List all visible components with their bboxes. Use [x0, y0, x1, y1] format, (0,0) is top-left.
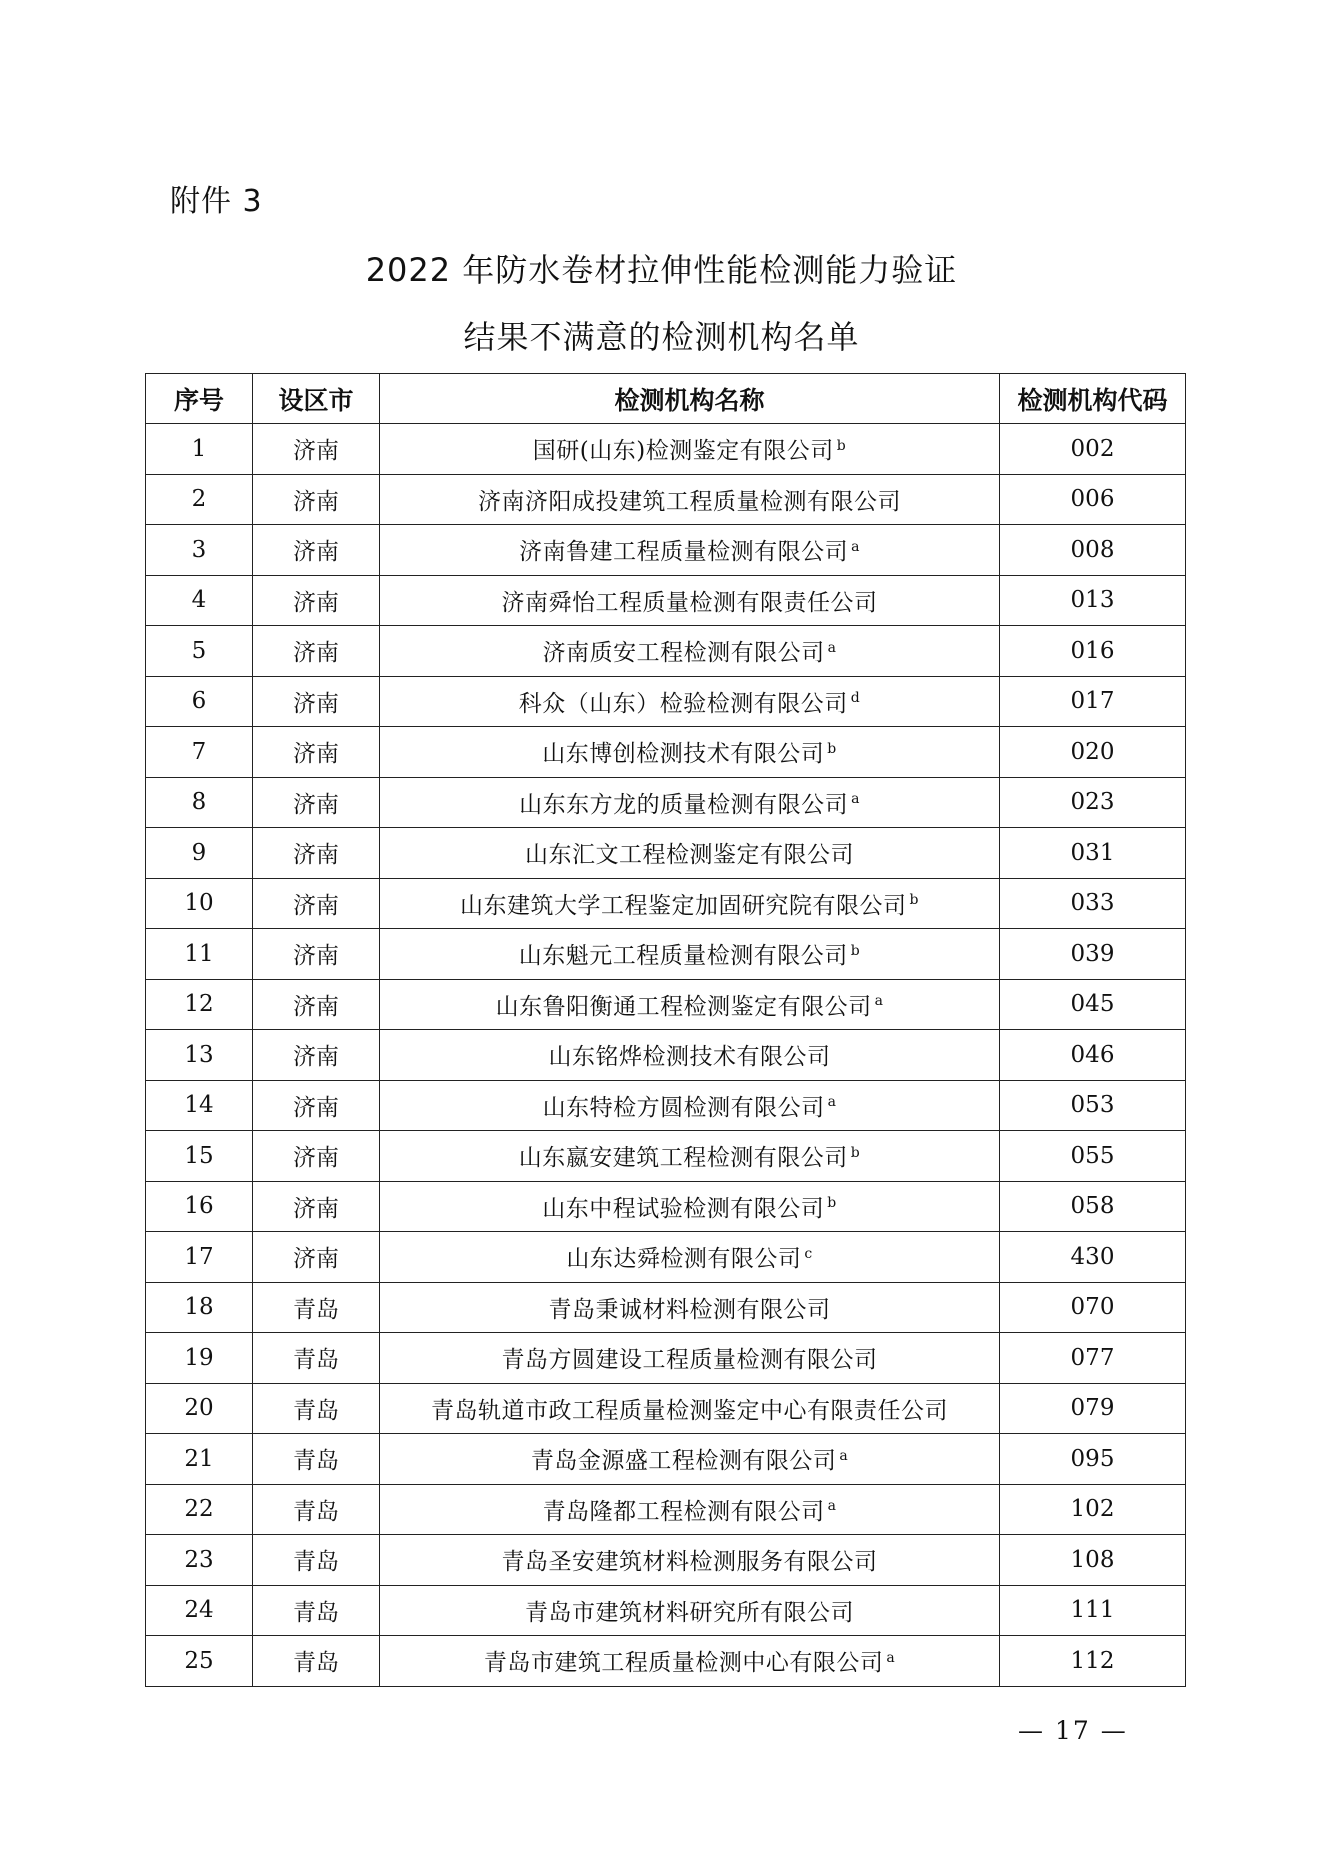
- row-institution-name: [380, 1080, 1000, 1131]
- institution-name-text: 山东魁元工程质量检测有限公司: [518, 943, 848, 970]
- row-institution-code: 430: [1000, 1232, 1186, 1283]
- table-row: [146, 1383, 1186, 1434]
- institution-name-text: 青岛隆都工程检测有限公司: [542, 1498, 825, 1525]
- footnote-marker: d: [850, 690, 861, 707]
- row-institution-code: 095: [1000, 1434, 1186, 1485]
- institution-name-text: 山东博创检测技术有限公司: [542, 741, 825, 768]
- institution-name-text: 国研(山东)检测鉴定有限公司: [532, 438, 834, 465]
- row-city: 济南: [253, 676, 380, 727]
- row-institution-name: [380, 828, 1000, 879]
- row-city: 济南: [253, 424, 380, 475]
- institution-name-text: 山东嬴安建筑工程检测有限公司: [518, 1145, 848, 1172]
- institution-name-text: 山东鲁阳衡通工程检测鉴定有限公司: [495, 993, 872, 1020]
- institution-name-text: 济南质安工程检测有限公司: [542, 640, 825, 667]
- row-city: 青岛: [253, 1636, 380, 1687]
- row-index: 3: [146, 525, 253, 576]
- row-institution-code: 077: [1000, 1333, 1186, 1384]
- row-index: 20: [146, 1383, 253, 1434]
- row-index: 23: [146, 1535, 253, 1586]
- row-city: 济南: [253, 979, 380, 1030]
- row-institution-code: 053: [1000, 1080, 1186, 1131]
- document-title: 2022 年防水卷材拉伸性能检测能力验证: [365, 251, 958, 289]
- row-institution-name: [380, 1383, 1000, 1434]
- row-institution-name: [380, 676, 1000, 727]
- footnote-marker: b: [827, 1195, 837, 1212]
- table-row: [146, 1585, 1186, 1636]
- table-row: [146, 474, 1186, 525]
- row-city: 青岛: [253, 1383, 380, 1434]
- row-institution-code: 108: [1000, 1535, 1186, 1586]
- row-index: 1: [146, 424, 253, 475]
- row-city: 济南: [253, 1030, 380, 1081]
- table-row: [146, 1181, 1186, 1232]
- footnote-marker: a: [827, 1498, 837, 1515]
- row-index: 7: [146, 727, 253, 778]
- footnote-marker: a: [839, 1447, 849, 1464]
- row-city: 济南: [253, 1131, 380, 1182]
- row-institution-name: [380, 1585, 1000, 1636]
- institution-name-text: 青岛方圆建设工程质量检测有限公司: [501, 1347, 878, 1374]
- row-institution-name: [380, 1636, 1000, 1687]
- row-index: 6: [146, 676, 253, 727]
- row-index: 5: [146, 626, 253, 677]
- row-institution-name: [380, 424, 1000, 475]
- row-index: 9: [146, 828, 253, 879]
- row-institution-name: [380, 1282, 1000, 1333]
- institution-name-text: 青岛圣安建筑材料检测服务有限公司: [501, 1549, 878, 1576]
- column-header-institution-code: 检测机构代码: [1000, 374, 1186, 424]
- row-institution-name: [380, 626, 1000, 677]
- table-row: [146, 626, 1186, 677]
- row-institution-code: 102: [1000, 1484, 1186, 1535]
- row-city: 济南: [253, 1181, 380, 1232]
- table-row: [146, 1030, 1186, 1081]
- row-institution-code: 033: [1000, 878, 1186, 929]
- row-city: 济南: [253, 525, 380, 576]
- row-institution-code: 013: [1000, 575, 1186, 626]
- row-institution-name: [380, 878, 1000, 929]
- row-institution-name: [380, 575, 1000, 626]
- row-index: 15: [146, 1131, 253, 1182]
- row-city: 青岛: [253, 1535, 380, 1586]
- column-header-city: 设区市: [253, 374, 380, 424]
- row-institution-code: 006: [1000, 474, 1186, 525]
- row-city: 济南: [253, 727, 380, 778]
- footnote-marker: b: [827, 740, 837, 757]
- row-institution-code: 045: [1000, 979, 1186, 1030]
- table-row: [146, 1636, 1186, 1687]
- footnote-marker: b: [850, 942, 861, 959]
- row-institution-name: [380, 1030, 1000, 1081]
- page-number: — 17 —: [1018, 1716, 1128, 1745]
- row-city: 济南: [253, 878, 380, 929]
- institution-name-text: 山东东方龙的质量检测有限公司: [519, 791, 849, 818]
- table-body: [146, 424, 1186, 1687]
- row-city: 济南: [253, 626, 380, 677]
- row-index: 12: [146, 979, 253, 1030]
- institution-name-text: 青岛秉诚材料检测有限公司: [548, 1296, 831, 1323]
- institution-name-text: 山东达舜检测有限公司: [566, 1246, 802, 1273]
- table-row: [146, 727, 1186, 778]
- row-index: 25: [146, 1636, 253, 1687]
- row-index: 24: [146, 1585, 253, 1636]
- footnote-marker: b: [909, 892, 919, 909]
- row-institution-name: [380, 1333, 1000, 1384]
- row-index: 19: [146, 1333, 253, 1384]
- institution-name-text: 济南鲁建工程质量检测有限公司: [519, 539, 849, 566]
- row-city: 青岛: [253, 1434, 380, 1485]
- footnote-marker: a: [886, 1649, 896, 1666]
- row-institution-code: 039: [1000, 929, 1186, 980]
- row-institution-code: 008: [1000, 525, 1186, 576]
- table-row: [146, 1282, 1186, 1333]
- institution-name-text: 济南济阳成投建筑工程质量检测有限公司: [478, 488, 901, 515]
- row-index: 13: [146, 1030, 253, 1081]
- row-institution-name: [380, 929, 1000, 980]
- institution-name-text: 青岛轨道市政工程质量检测鉴定中心有限责任公司: [431, 1397, 948, 1424]
- row-institution-name: [380, 1232, 1000, 1283]
- row-institution-code: 055: [1000, 1131, 1186, 1182]
- institution-name-text: 山东中程试验检测有限公司: [542, 1195, 825, 1222]
- row-city: 青岛: [253, 1282, 380, 1333]
- row-index: 21: [146, 1434, 253, 1485]
- table-row: [146, 575, 1186, 626]
- table-row: [146, 1131, 1186, 1182]
- row-index: 10: [146, 878, 253, 929]
- table-row: [146, 929, 1186, 980]
- row-city: 济南: [253, 777, 380, 828]
- institution-name-text: 山东建筑大学工程鉴定加固研究院有限公司: [460, 892, 907, 919]
- row-index: 16: [146, 1181, 253, 1232]
- row-city: 济南: [253, 828, 380, 879]
- footnote-marker: b: [850, 1144, 861, 1161]
- row-institution-code: 016: [1000, 626, 1186, 677]
- table-row: [146, 1232, 1186, 1283]
- row-index: 2: [146, 474, 253, 525]
- row-institution-name: [380, 1131, 1000, 1182]
- footnote-marker: c: [804, 1245, 813, 1262]
- row-institution-code: 023: [1000, 777, 1186, 828]
- row-city: 青岛: [253, 1333, 380, 1384]
- footnote-marker: a: [851, 791, 860, 808]
- row-index: 14: [146, 1080, 253, 1131]
- row-institution-code: 046: [1000, 1030, 1186, 1081]
- footnote-marker: b: [836, 437, 847, 454]
- row-index: 22: [146, 1484, 253, 1535]
- row-institution-code: 031: [1000, 828, 1186, 879]
- row-city: 济南: [253, 575, 380, 626]
- row-institution-name: [380, 474, 1000, 525]
- row-institution-name: [380, 1484, 1000, 1535]
- institution-name-text: 山东汇文工程检测鉴定有限公司: [525, 842, 854, 869]
- row-institution-code: 079: [1000, 1383, 1186, 1434]
- table-row: [146, 1535, 1186, 1586]
- row-index: 4: [146, 575, 253, 626]
- institution-name-text: 济南舜怡工程质量检测有限责任公司: [501, 589, 878, 616]
- row-city: 青岛: [253, 1585, 380, 1636]
- row-index: 11: [146, 929, 253, 980]
- document-subtitle: 结果不满意的检测机构名单: [463, 318, 860, 356]
- table-row: [146, 979, 1186, 1030]
- table-row: [146, 1484, 1186, 1535]
- row-institution-name: [380, 777, 1000, 828]
- table-row: [146, 828, 1186, 879]
- column-header-index: 序号: [146, 374, 253, 424]
- institution-name-text: 山东铭烨检测技术有限公司: [548, 1044, 831, 1071]
- footnote-marker: a: [874, 993, 884, 1010]
- table-row: [146, 424, 1186, 475]
- row-index: 18: [146, 1282, 253, 1333]
- table-row: [146, 1333, 1186, 1384]
- table-row: [146, 525, 1186, 576]
- institution-name-text: 科众（山东）检验检测有限公司: [518, 690, 848, 717]
- table-row: [146, 777, 1186, 828]
- footnote-marker: a: [851, 538, 860, 555]
- table-row: [146, 676, 1186, 727]
- row-institution-name: [380, 979, 1000, 1030]
- institution-name-text: 青岛金源盛工程检测有限公司: [530, 1448, 837, 1475]
- attachment-label: 附件 3: [170, 184, 263, 219]
- row-institution-name: [380, 1535, 1000, 1586]
- row-institution-name: [380, 1434, 1000, 1485]
- row-city: 济南: [253, 1080, 380, 1131]
- footnote-marker: a: [827, 639, 837, 656]
- row-institution-code: 058: [1000, 1181, 1186, 1232]
- table-header-row: [146, 374, 1186, 424]
- footnote-marker: a: [827, 1094, 837, 1111]
- row-index: 8: [146, 777, 253, 828]
- row-index: 17: [146, 1232, 253, 1283]
- institution-name-text: 青岛市建筑材料研究所有限公司: [525, 1599, 854, 1626]
- row-institution-code: 112: [1000, 1636, 1186, 1687]
- row-institution-code: 020: [1000, 727, 1186, 778]
- row-institution-name: [380, 727, 1000, 778]
- table-row: [146, 878, 1186, 929]
- table-row: [146, 1080, 1186, 1131]
- row-city: 济南: [253, 474, 380, 525]
- institution-name-text: 青岛市建筑工程质量检测中心有限公司: [483, 1650, 884, 1677]
- row-institution-name: [380, 525, 1000, 576]
- row-city: 济南: [253, 929, 380, 980]
- institution-name-text: 山东特检方圆检测有限公司: [542, 1094, 825, 1121]
- table-row: [146, 1434, 1186, 1485]
- institution-table: [145, 373, 1186, 1687]
- row-city: 青岛: [253, 1484, 380, 1535]
- column-header-institution-name: 检测机构名称: [380, 374, 1000, 424]
- row-city: 济南: [253, 1232, 380, 1283]
- row-institution-code: 017: [1000, 676, 1186, 727]
- row-institution-code: 070: [1000, 1282, 1186, 1333]
- row-institution-name: [380, 1181, 1000, 1232]
- row-institution-code: 002: [1000, 424, 1186, 475]
- row-institution-code: 111: [1000, 1585, 1186, 1636]
